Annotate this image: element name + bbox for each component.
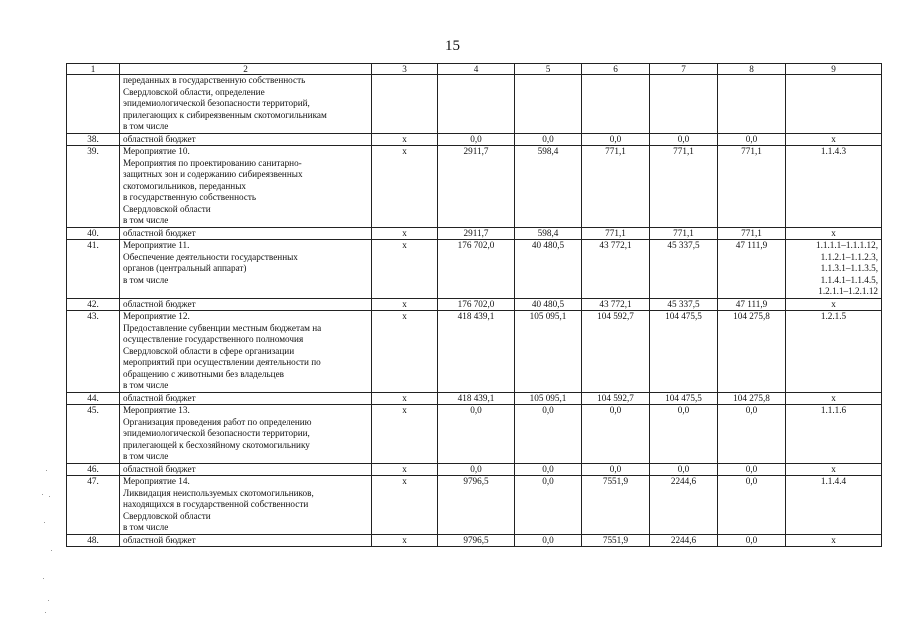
column-header: 5 bbox=[515, 64, 582, 75]
row-number: 38. bbox=[67, 133, 120, 146]
table-row bbox=[67, 311, 882, 393]
value-year-3: 771,1 bbox=[650, 227, 718, 240]
value-year-4 bbox=[718, 75, 786, 134]
target-indicator-codes bbox=[786, 75, 882, 134]
item-description: областной бюджет bbox=[120, 392, 372, 405]
value-year-1: 598,4 bbox=[515, 227, 582, 240]
column-header: 2 bbox=[120, 64, 372, 75]
total-value: 418 439,1 bbox=[438, 311, 515, 393]
value-year-2: 0,0 bbox=[582, 463, 650, 476]
value-year-4: 0,0 bbox=[718, 133, 786, 146]
table-row bbox=[67, 405, 882, 464]
table-row bbox=[67, 392, 882, 405]
item-description: Мероприятие 10. Мероприятия по проектированию санитарно- защитных зон и содержанию сибиреязвенных скотомогильников, переданных в государственную собственность Свердловской области в том числе bbox=[120, 146, 372, 228]
value-year-1: 0,0 bbox=[515, 476, 582, 535]
column-header: 6 bbox=[582, 64, 650, 75]
total-value: 9796,5 bbox=[438, 534, 515, 547]
row-number: 43. bbox=[67, 311, 120, 393]
unit-cell: x bbox=[372, 463, 438, 476]
column-header: 9 bbox=[786, 64, 882, 75]
total-value bbox=[438, 75, 515, 134]
target-indicator-codes: x bbox=[786, 392, 882, 405]
target-indicator-codes: 1.1.4.3 bbox=[786, 146, 882, 228]
value-year-3: 0,0 bbox=[650, 463, 718, 476]
value-year-4: 104 275,8 bbox=[718, 311, 786, 393]
item-description: переданных в государственную собственность Свердловской области, определение эпидемиологической безопасности территорий, прилегающих к сибиреязвенным скотомогильникам в том числе bbox=[120, 75, 372, 134]
item-description: Мероприятие 13. Организация проведения работ по определению эпидемиологической безопасности территории, прилегающей к бесхозяйному скотомогильнику в том числе bbox=[120, 405, 372, 464]
total-value: 0,0 bbox=[438, 463, 515, 476]
unit-cell bbox=[372, 75, 438, 134]
unit-cell: x bbox=[372, 476, 438, 535]
value-year-1: 0,0 bbox=[515, 463, 582, 476]
unit-cell: x bbox=[372, 146, 438, 228]
row-number: 47. bbox=[67, 476, 120, 535]
unit-cell: x bbox=[372, 311, 438, 393]
unit-cell: x bbox=[372, 240, 438, 299]
unit-cell: x bbox=[372, 298, 438, 311]
budget-table bbox=[66, 63, 882, 547]
target-indicator-codes: x bbox=[786, 227, 882, 240]
unit-cell: x bbox=[372, 227, 438, 240]
value-year-1: 105 095,1 bbox=[515, 311, 582, 393]
table-body bbox=[67, 75, 882, 547]
item-description: областной бюджет bbox=[120, 298, 372, 311]
unit-cell: x bbox=[372, 534, 438, 547]
value-year-4: 771,1 bbox=[718, 146, 786, 228]
unit-cell: x bbox=[372, 133, 438, 146]
table-row bbox=[67, 75, 882, 134]
value-year-3: 2244,6 bbox=[650, 534, 718, 547]
total-value: 0,0 bbox=[438, 405, 515, 464]
value-year-4: 0,0 bbox=[718, 405, 786, 464]
row-number bbox=[67, 75, 120, 134]
unit-cell: x bbox=[372, 392, 438, 405]
item-description: Мероприятие 14. Ликвидация неиспользуемых скотомогильников, находящихся в государственной собственности Свердловской области в том числе bbox=[120, 476, 372, 535]
value-year-1: 0,0 bbox=[515, 534, 582, 547]
value-year-4: 47 111,9 bbox=[718, 240, 786, 299]
value-year-3: 45 337,5 bbox=[650, 240, 718, 299]
value-year-3: 104 475,5 bbox=[650, 311, 718, 393]
table-row bbox=[67, 476, 882, 535]
target-indicator-codes: 1.1.4.4 bbox=[786, 476, 882, 535]
item-description: Мероприятие 12. Предоставление субвенции местным бюджетам на осуществление государственного полномочия Свердловской области в сфере организации мероприятий при осуществлении деятельности по обращению с животными без владельцев в том числе bbox=[120, 311, 372, 393]
target-indicator-codes: 1.2.1.5 bbox=[786, 311, 882, 393]
total-value: 2911,7 bbox=[438, 227, 515, 240]
row-number: 41. bbox=[67, 240, 120, 299]
column-header: 4 bbox=[438, 64, 515, 75]
value-year-4: 771,1 bbox=[718, 227, 786, 240]
target-indicator-codes: x bbox=[786, 463, 882, 476]
column-header: 8 bbox=[718, 64, 786, 75]
value-year-2: 7551,9 bbox=[582, 534, 650, 547]
item-description: областной бюджет bbox=[120, 133, 372, 146]
value-year-3: 0,0 bbox=[650, 405, 718, 464]
target-indicator-codes: x bbox=[786, 298, 882, 311]
total-value: 0,0 bbox=[438, 133, 515, 146]
value-year-3: 771,1 bbox=[650, 146, 718, 228]
value-year-4: 0,0 bbox=[718, 463, 786, 476]
target-indicator-codes: 1.1.1.1–1.1.1.12, 1.1.2.1–1.1.2.3, 1.1.3.1–1.1.3.5, 1.1.4.1–1.1.4.5, 1.2.1.1–1.2.1.12 bbox=[786, 240, 882, 299]
value-year-2: 0,0 bbox=[582, 133, 650, 146]
value-year-4: 47 111,9 bbox=[718, 298, 786, 311]
value-year-2: 7551,9 bbox=[582, 476, 650, 535]
table-row bbox=[67, 534, 882, 547]
total-value: 176 702,0 bbox=[438, 298, 515, 311]
page-number: 15 bbox=[445, 38, 460, 54]
target-indicator-codes: x bbox=[786, 133, 882, 146]
total-value: 9796,5 bbox=[438, 476, 515, 535]
value-year-3: 45 337,5 bbox=[650, 298, 718, 311]
value-year-1: 40 480,5 bbox=[515, 298, 582, 311]
value-year-1: 598,4 bbox=[515, 146, 582, 228]
value-year-1 bbox=[515, 75, 582, 134]
row-number: 45. bbox=[67, 405, 120, 464]
unit-cell: x bbox=[372, 405, 438, 464]
value-year-4: 0,0 bbox=[718, 534, 786, 547]
value-year-1: 0,0 bbox=[515, 133, 582, 146]
row-number: 40. bbox=[67, 227, 120, 240]
value-year-1: 0,0 bbox=[515, 405, 582, 464]
table-row bbox=[67, 133, 882, 146]
value-year-3: 0,0 bbox=[650, 133, 718, 146]
item-description: областной бюджет bbox=[120, 534, 372, 547]
value-year-2: 104 592,7 bbox=[582, 311, 650, 393]
value-year-2: 771,1 bbox=[582, 227, 650, 240]
row-number: 46. bbox=[67, 463, 120, 476]
column-header: 3 bbox=[372, 64, 438, 75]
column-number-row bbox=[67, 64, 882, 75]
target-indicator-codes: x bbox=[786, 534, 882, 547]
column-header: 7 bbox=[650, 64, 718, 75]
table-row bbox=[67, 298, 882, 311]
value-year-2: 104 592,7 bbox=[582, 392, 650, 405]
table-row bbox=[67, 227, 882, 240]
target-indicator-codes: 1.1.1.6 bbox=[786, 405, 882, 464]
value-year-2 bbox=[582, 75, 650, 134]
item-description: областной бюджет bbox=[120, 463, 372, 476]
item-description: Мероприятие 11. Обеспечение деятельности государственных органов (центральный аппарат) в том числе bbox=[120, 240, 372, 299]
value-year-3: 2244,6 bbox=[650, 476, 718, 535]
value-year-2: 43 772,1 bbox=[582, 240, 650, 299]
value-year-1: 40 480,5 bbox=[515, 240, 582, 299]
row-number: 42. bbox=[67, 298, 120, 311]
item-description: областной бюджет bbox=[120, 227, 372, 240]
value-year-4: 0,0 bbox=[718, 476, 786, 535]
row-number: 48. bbox=[67, 534, 120, 547]
scan-specks bbox=[40, 460, 60, 620]
value-year-2: 771,1 bbox=[582, 146, 650, 228]
table-row bbox=[67, 146, 882, 228]
column-header: 1 bbox=[67, 64, 120, 75]
row-number: 44. bbox=[67, 392, 120, 405]
value-year-2: 0,0 bbox=[582, 405, 650, 464]
value-year-4: 104 275,8 bbox=[718, 392, 786, 405]
value-year-3 bbox=[650, 75, 718, 134]
row-number: 39. bbox=[67, 146, 120, 228]
value-year-2: 43 772,1 bbox=[582, 298, 650, 311]
table-row bbox=[67, 463, 882, 476]
value-year-3: 104 475,5 bbox=[650, 392, 718, 405]
total-value: 418 439,1 bbox=[438, 392, 515, 405]
total-value: 176 702,0 bbox=[438, 240, 515, 299]
value-year-1: 105 095,1 bbox=[515, 392, 582, 405]
total-value: 2911,7 bbox=[438, 146, 515, 228]
table-row bbox=[67, 240, 882, 299]
